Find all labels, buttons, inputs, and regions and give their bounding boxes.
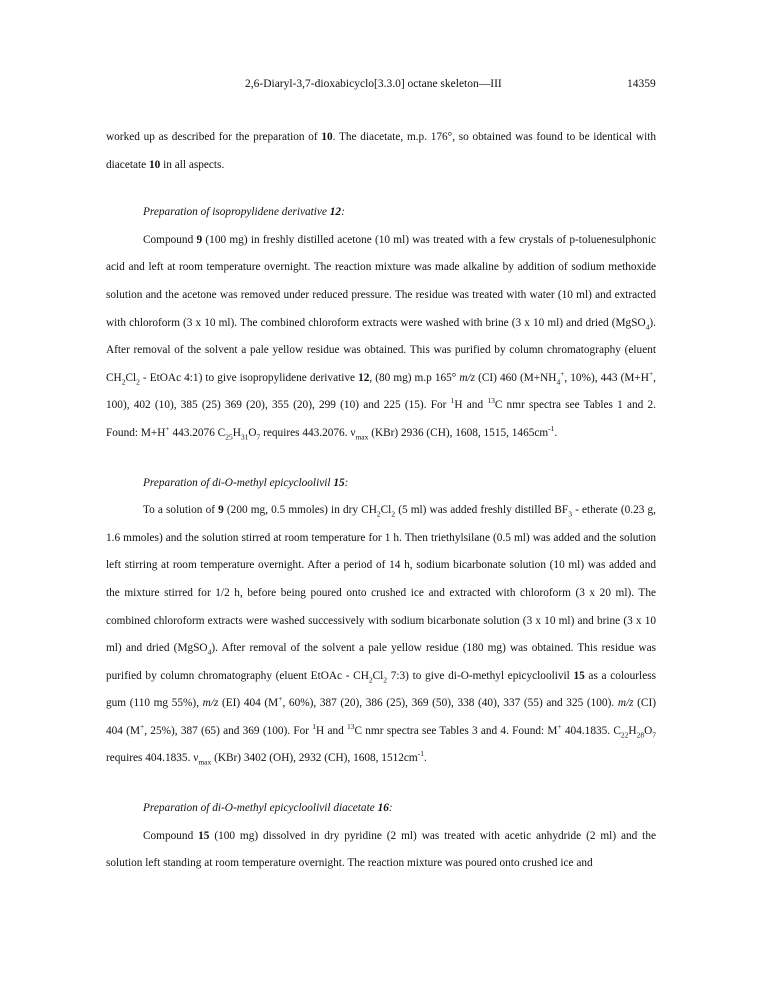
paragraph-diacetate: Compound 15 (100 mg) dissolved in dry pyridine (2 ml) was treated with acetic anhydride (2 ml) and the solution left standing at room temperature overnight. The reaction mixture was poured onto crushed ice and [106,829,656,870]
page-number: 14359 [627,78,656,90]
section-heading-di-o-methyl: Preparation of di-O-methyl epicycloolivil 15: [143,476,349,489]
running-title: 2,6-Diaryl-3,7-dioxabicyclo[3.3.0] octane skeleton—III [245,78,502,90]
paragraph-di-o-methyl: To a solution of 9 (200 mg, 0.5 mmoles) in dry $CH_2Cl_2$ (5 ml) was added freshly distilled $BF_3$ - etherate (0.23 g, 1.6 mmoles) and the solution stirred at room temperature for 1 h. Then triethylsilane (0.5 ml) was added and the solution left stirring at room temperature overnight. After a period of 14 h, sodium bicarbonate solution (10 ml) was added and the mixture stirred for 1/2 h, before being poured onto crushed ice and extracted with chloroform (3 x 20 ml). The combined chloroform extracts were washed successively with sodium bicarbonate solution (3 x 10 ml) and brine (3 x 10 ml) and dried (MgSO$_4$). After removal of the solvent a pale yellow residue (180 mg) was obtained. This residue was purified by column chromatography (eluent EtOAc - $CH_2Cl_2$ 7:3) to give di-O-methyl epicycloolivil 15 as a colourless gum (110 mg 55%), m/z (EI) 404 (M+, 60%), 387 (20), 386 (25), 369 (50), 338 (40), 337 (55) and 325 (100). m/z (CI) 404 (M+, 25%), 387 (65) and 369 (100). For $^1$H and $^{13}$C nmr spectra see Tables 3 and 4. Found: M+ 404.1835. $C_{22}H_{28}O_7$ requires 404.1835. $\nu_{max}$ (KBr) 3402 (OH), 2932 (CH), 1608, $1512cm^{-1}$. [106,504,657,767]
paragraph-isopropylidene: Compound 9 (100 mg) in freshly distilled acetone (10 ml) was treated with a few crystals of p-toluenesulphonic acid and left at room temperature overnight. The reaction mixture was made alkaline by addition of sodium methoxide solution and the acetone was removed under reduced pressure. The residue was treated with water (10 ml) and extracted with chloroform (3 x 10 ml). The combined chloroform extracts were washed with brine (3 x 10 ml) and dried (MgSO$_4$). After removal of the solvent a pale yellow residue was obtained. This was purified by column chromatography (eluent $CH_2Cl_2$ - EtOAc 4:1) to give isopropylidene derivative 12, (80 mg) m.p 165° m/z (CI) 460 ($M+NH_4^+$, 10%), 443 (M+H+, 100), 402 (10), 385 (25) 369 (20), 355 (20), 299 (10) and 225 (15). For $^1$H and $^{13}$C nmr spectra see Tables 1 and 2. Found: M+H+ 443.2076 $C_{25}H_{31}O_7$ requires 443.2076. $\nu_{max}$ (KBr) 2936 (CH), 1608, 1515, $1465cm^{-1}$. [106,233,657,442]
article-body [106,124,656,878]
section-heading-isopropylidene: Preparation of isopropylidene derivative 12: [143,206,345,219]
section-heading-diacetate: Preparation of di-O-methyl epicycloolivil diacetate 16: [143,802,393,815]
paragraph-continuation: worked up as described for the preparation of 10. The diacetate, m.p. 176°, so obtained was found to be identical with diacetate 10 in all aspects. [106,131,656,171]
